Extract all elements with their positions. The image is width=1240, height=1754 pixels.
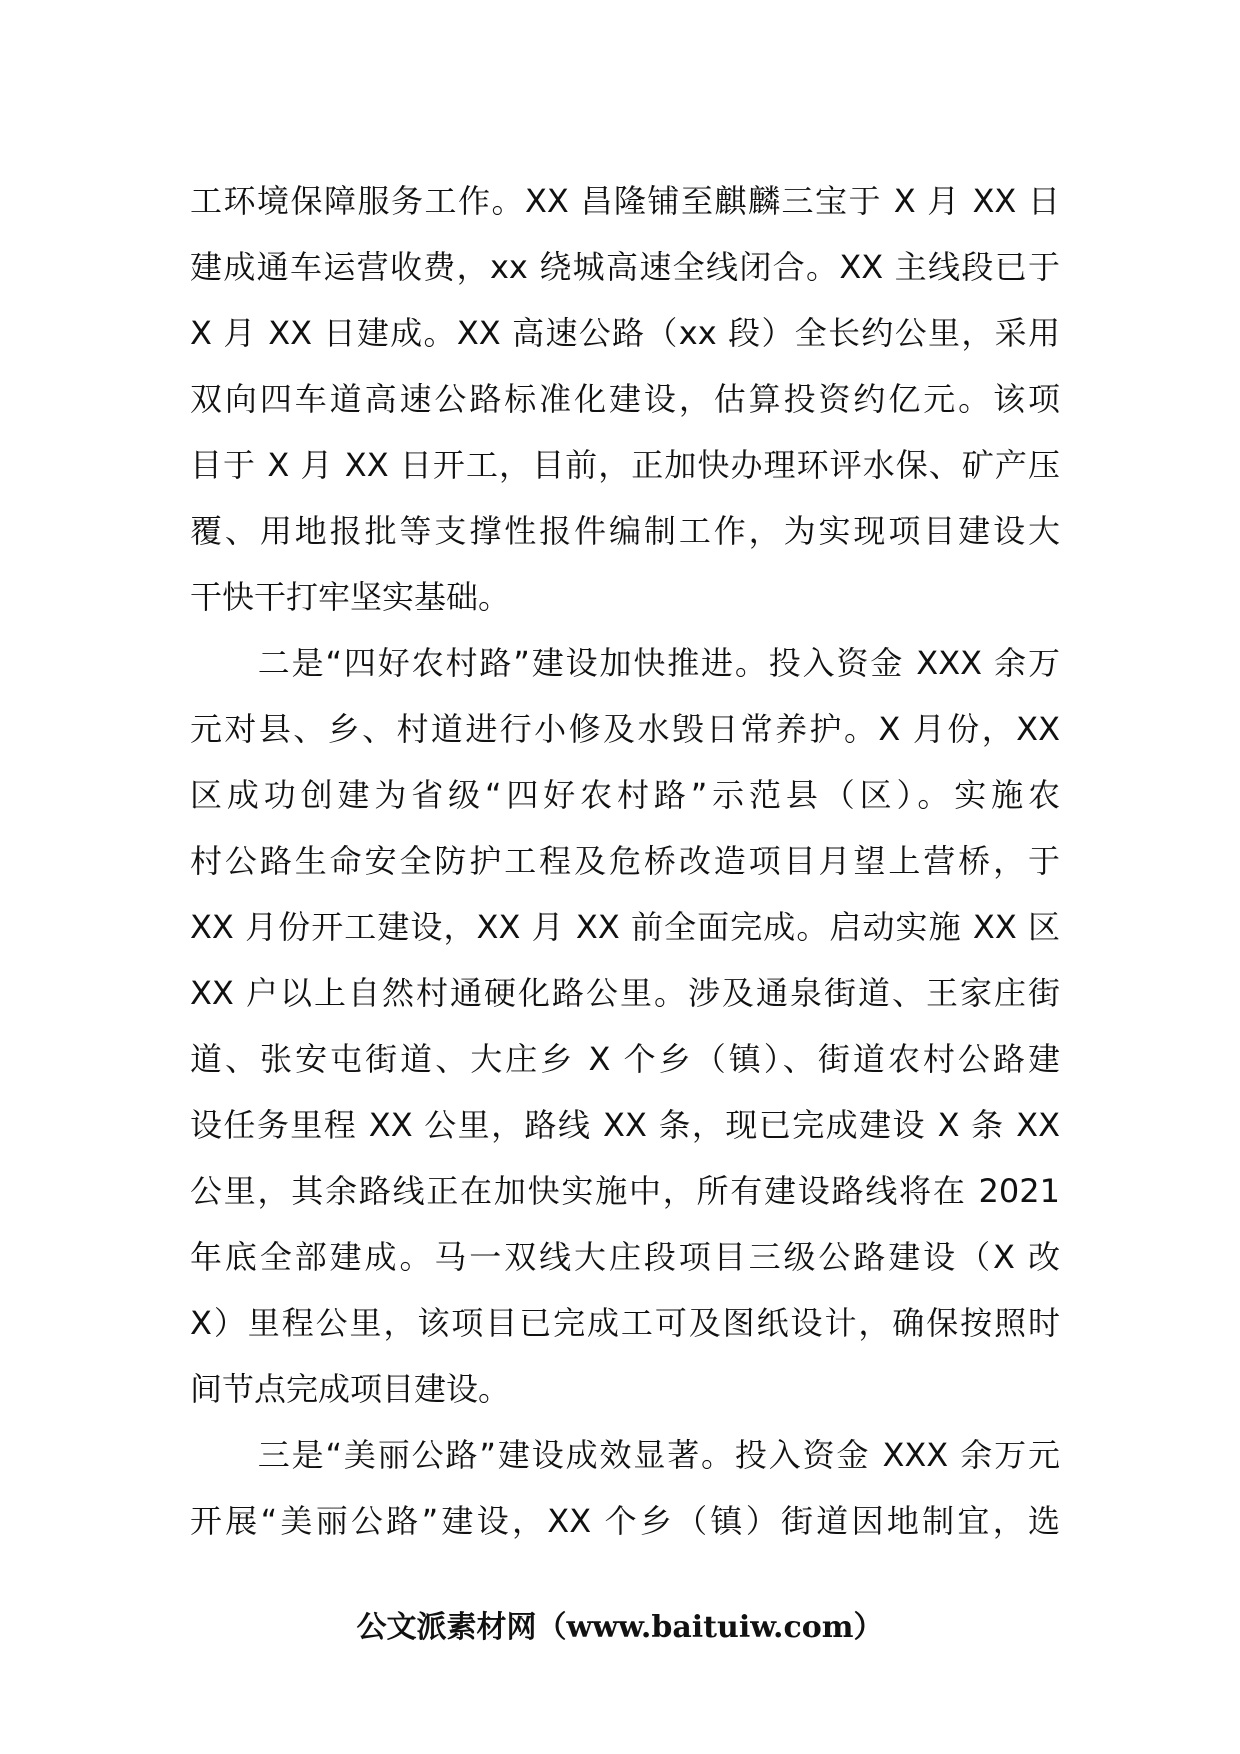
text-line: 年底全部建成。马一双线大庄段项目三级公路建设（X 改 (190, 1238, 1060, 1276)
text-line: 覆、用地报批等支撑性报件编制工作，为实现项目建设大 (190, 512, 1060, 550)
text-line: XX 月份开工建设，XX 月 XX 前全面完成。启动实施 XX 区 (190, 908, 1060, 946)
text-line: 设任务里程 XX 公里，路线 XX 条，现已完成建设 X 条 XX (190, 1106, 1060, 1144)
text-line: 工环境保障服务工作。XX 昌隆铺至麒麟三宝于 X 月 XX 日 (190, 182, 1060, 220)
text-line: 开展“美丽公路”建设，XX 个乡（镇）街道因地制宜，选 (190, 1502, 1060, 1540)
text-line: 道、张安屯街道、大庄乡 X 个乡（镇）、街道农村公路建 (190, 1040, 1060, 1078)
text-line: 三是“美丽公路”建设成效显著。投入资金 XXX 余万元 (190, 1436, 1060, 1474)
text-line: 双向四车道高速公路标准化建设，估算投资约亿元。该项 (190, 380, 1060, 418)
text-line: 建成通车运营收费，xx 绕城高速全线闭合。XX 主线段已于 (190, 248, 1060, 286)
text-line: 干快干打牢坚实基础。 (190, 578, 511, 616)
text-line: XX 户以上自然村通硬化路公里。涉及通泉街道、王家庄街 (190, 974, 1060, 1012)
text-line: 公里，其余路线正在加快实施中，所有建设路线将在 2021 (190, 1172, 1060, 1210)
text-line: 目于 X 月 XX 日开工，目前，正加快办理环评水保、矿产压 (190, 446, 1060, 484)
text-line: 间节点完成项目建设。 (190, 1370, 511, 1408)
footer-watermark: 公文派素材网（www.baituiw.com） (356, 1610, 884, 1645)
text-line: 村公路生命安全防护工程及危桥改造项目月望上营桥，于 (190, 842, 1060, 880)
text-line: X）里程公里，该项目已完成工可及图纸设计，确保按照时 (190, 1304, 1060, 1342)
text-line: X 月 XX 日建成。XX 高速公路（xx 段）全长约公里，采用 (190, 314, 1060, 352)
text-line: 二是“四好农村路”建设加快推进。投入资金 XXX 余万 (190, 644, 1060, 682)
text-line: 区成功创建为省级“四好农村路”示范县（区）。实施农 (190, 776, 1060, 814)
text-line: 元对县、乡、村道进行小修及水毁日常养护。X 月份，XX (190, 710, 1060, 748)
body-text (190, 168, 1060, 1554)
